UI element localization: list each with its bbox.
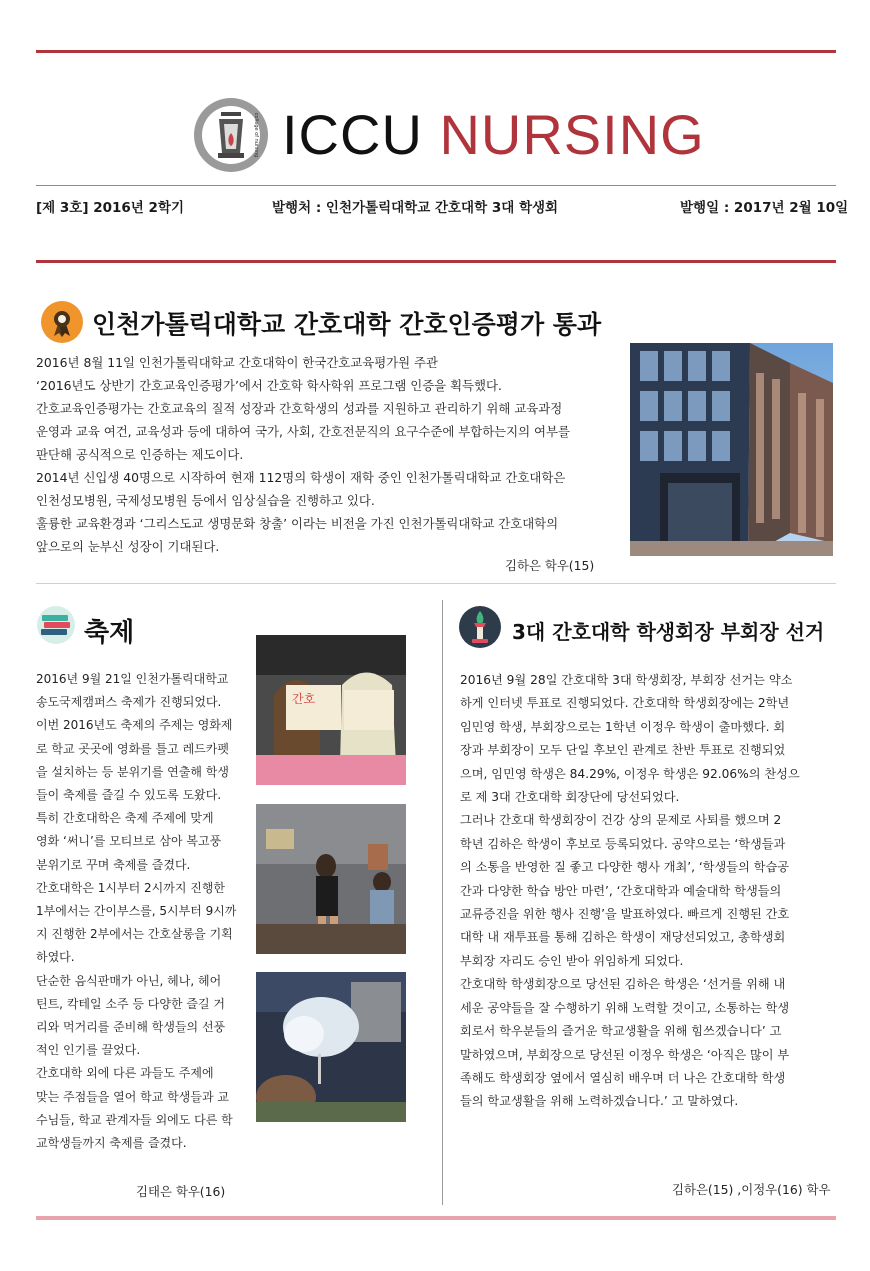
- top-rule: [36, 50, 836, 53]
- masthead-title-iccu: ICCU: [282, 103, 423, 166]
- candle-icon: [458, 605, 502, 649]
- festival-article-body: 2016년 9월 21일 인천가톨릭대학교 송도국제캠퍼스 축제가 진행되었다. 이번 2016년도 축제의 주제는 영화제 로 학교 곳곳에 영화를 틀고 레드카펫 을 설치하는 등 분위기를 연출해 학생 들이 축제를 즐길 수 있도록 도왔다. 특히 간호대학은 축제 주제에 맞게 영화 ‘써니’를 모티브로 삼아 복고풍 분위기로 꾸며 축제를 즐겼다. 간호대학은 1시부터 2시까지 진행한 1부에서는 간이부스를, 5시부터 9시까 지 진행한 2부에서는 간호살롱을 기획 하였다. 단순한 음식판매가 아닌, 헤나, 헤어 틴트, 칵테일 소주 등 다양한 즐길 거 리와 먹거리를 준비해 학생들의 선풍 적인 인기를 끌었다. 간호대학 외에 다른 과들도 주제에 맞는 주점들을 열어 학교 학생들과 교 수님들, 학교 관계자들 외에도 다른 학 교학생들까지 축제를 즐겼다.: [36, 672, 237, 1151]
- publish-date: 발행일 : 2017년 2월 10일: [680, 200, 849, 216]
- college-logo: [193, 97, 269, 173]
- main-article-body: 2016년 8월 11일 인천가톨릭대학교 간호대학이 한국간호교육평가원 주관 ‘2016년도 상반기 간호교육인증평가’에서 간호학 학사학위 프로그램 인증을 획득했다. 간호교육인증평가는 간호교육의 질적 성장과 간호학생의 성과를 지원하고 관리하기 위해 교육과정 운영과 교육 여건, 교육성과 등에 대하여 국가, 사회, 간호전문직의 요구수준에 부합하는지의 여부를 판단해 공식적으로 인증하는 제도이다. 2014년 신입생 40명으로 시작하여 현재 112명의 학생이 재학 중인 인천가톨릭대학교 간호대학은 인천성모병원, 국제성모병원 등에서 임상실습을 진행하고 있다. 훌륭한 교육환경과 ‘그리스도교 생명문화 창출’ 이라는 비전을 가진 인천가톨릭대학교 간호대학의 앞으로의 눈부신 성장이 기대된다.: [36, 355, 570, 554]
- festival-photo-cotton-candy: [256, 972, 406, 1122]
- election-article-body: 2016년 9월 28일 간호대학 3대 학생회장, 부회장 선거는 약소 하게 인터넷 투표로 진행되었다. 간호대학 학생회장에는 2학년 임민영 학생, 부회장으로는 1학년 이정우 학생이 출마했다. 회 장과 부회장이 모두 단일 후보인 관계로 찬반 투표로 진행되었 으며, 임민영 학생은 84.29%, 이정우 학생은 92.06%의 찬성으 로 제 3대 간호대학 회장단에 당선되었다. 그러나 간호대 학생회장이 건강 상의 문제로 사퇴를 했으며 2 학년 김하은 학생이 후보로 등록되었다. 공약으로는 ‘학생들과 의 소통을 반영한 질 좋고 다양한 행사 개최’, ‘학생들의 학습공 간과 다양한 학습 방안 마련’, ‘간호대학과 예술대학 학생들의 교류증진을 위한 행사 진행’을 발표하였다. 빠르게 진행된 간호 대학 내 재투표를 통해 김하은 학생이 재당선되었고, 총학생회 부회장 자리도 승인 받아 위임하게 되었다. 간호대학 학생회장으로 당선된 김하은 학생은 ‘선거를 위해 내 세운 공약들을 잘 수행하기 위해 노력할 것이고, 소통하는 학생 회로서 학우분들의 즐거운 학교생활을 위해 힘쓰겠습니다’ 고 말하였으며, 부회장으로 당선된 이정우 학생은 ‘아직은 많이 부 족해도 학생회장 옆에서 열심히 배우며 더 나은 간호대학 학생 들의 학교생활을 위해 노력하겠습니다.’ 고 말하였다.: [460, 673, 800, 1109]
- svg-text:간호: 간호: [292, 692, 316, 706]
- bottom-rule: [36, 1216, 836, 1220]
- masthead-title: [282, 100, 705, 170]
- column-divider: [442, 600, 443, 1205]
- festival-photo-booth: [256, 804, 406, 954]
- masthead-divider: [36, 185, 836, 186]
- building-photo: [630, 343, 833, 556]
- masthead-title-nursing: NURSING: [439, 103, 705, 166]
- issue-info: [제 3호] 2016년 2학기: [36, 200, 185, 216]
- ribbon-icon: [40, 300, 84, 344]
- main-article-title: 인천가톨릭대학교 간호대학 간호인증평가 통과: [92, 310, 602, 339]
- svg-text:college of nursing: college of nursing: [253, 112, 259, 158]
- books-icon: [36, 605, 76, 645]
- festival-photo-signs: [256, 635, 406, 785]
- election-article-byline: 김하은(15) ,이정우(16) 학우: [672, 1182, 831, 1197]
- header-bottom-rule: [36, 260, 836, 263]
- section-divider: [36, 583, 836, 584]
- publisher-info: 발행처 : 인천가톨릭대학교 간호대학 3대 학생회: [272, 200, 559, 216]
- election-article-title: 3대 간호대학 학생회장 부회장 선거: [512, 620, 825, 644]
- main-article-byline: 김하은 학우(15): [505, 558, 595, 573]
- festival-article-title: 축제: [84, 618, 135, 648]
- festival-article-byline: 김태은 학우(16): [136, 1184, 226, 1199]
